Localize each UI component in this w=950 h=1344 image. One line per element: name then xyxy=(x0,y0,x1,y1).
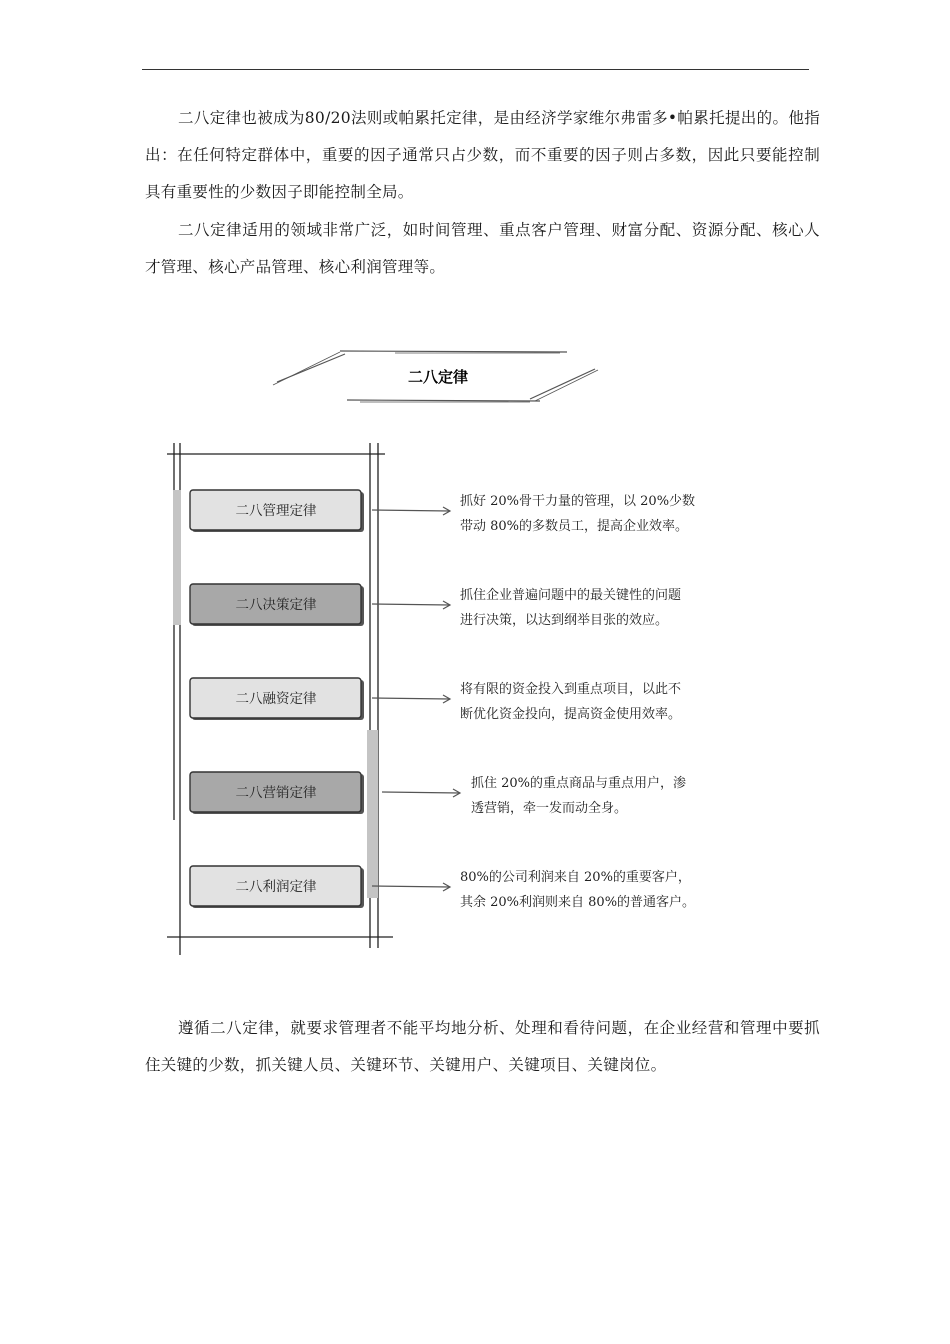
item-arrow xyxy=(382,792,460,793)
item-desc-line1: 抓住企业普遍问题中的最关键性的问题 xyxy=(460,588,682,603)
item-desc-line1: 抓好 20%骨干力量的管理，以 20%少数 xyxy=(460,494,696,509)
diagram-item xyxy=(190,772,686,816)
item-desc-line2: 带动 80%的多数员工，提高企业效率。 xyxy=(460,519,689,534)
item-label: 二八营销定律 xyxy=(235,785,317,801)
diagram-title: 二八定律 xyxy=(407,368,469,386)
item-arrow xyxy=(372,698,450,699)
diagram-items xyxy=(190,490,695,910)
diagram-item xyxy=(190,584,681,628)
item-arrow xyxy=(372,604,450,605)
paragraph-conclusion: 遵循二八定律，就要求管理者不能平均地分析、处理和看待问题，在企业经营和管理中要抓住关键的少数，抓关键人员、关键环节、关键用户、关键项目、关键岗位。 xyxy=(145,1019,820,1074)
item-label: 二八决策定律 xyxy=(235,597,317,613)
pareto-diagram xyxy=(0,330,950,970)
item-arrow xyxy=(372,510,450,511)
item-desc-line2: 断优化资金投向，提高资金使用效率。 xyxy=(460,707,682,722)
item-desc-line2: 进行决策，以达到纲举目张的效应。 xyxy=(460,613,669,628)
item-desc-line1: 80%的公司利润来自 20%的重要客户， xyxy=(460,870,691,885)
item-desc-line1: 抓住 20%的重点商品与重点用户，渗 xyxy=(471,776,687,791)
item-label: 二八融资定律 xyxy=(235,691,317,707)
diagram-item xyxy=(190,866,695,910)
header-rule xyxy=(142,69,809,70)
item-desc-line2: 透营销，牵一发而动全身。 xyxy=(471,801,628,816)
paragraph-intro: 二八定律也被成为80/20法则或帕累托定律，是由经济学家维尔弗雷多•帕累托提出的。他指出：在任何特定群体中，重要的因子通常只占少数，而不重要的因子则占多数，因此只要能控制具有重要性的少数因子即能控制全局。 xyxy=(145,109,820,201)
item-arrow xyxy=(372,886,450,887)
item-desc-line2: 其余 20%利润则来自 80%的普通客户。 xyxy=(460,895,696,910)
item-desc-line1: 将有限的资金投入到重点项目，以此不 xyxy=(460,682,682,697)
item-label: 二八利润定律 xyxy=(235,879,317,895)
shade-strip-left xyxy=(173,490,181,625)
item-label: 二八管理定律 xyxy=(235,503,317,519)
diagram-item xyxy=(190,678,681,722)
paragraph-scope: 二八定律适用的领域非常广泛，如时间管理、重点客户管理、财富分配、资源分配、核心人才管理、核心产品管理、核心利润管理等。 xyxy=(145,221,820,276)
diagram-item xyxy=(190,490,695,534)
shade-strip-right xyxy=(367,730,378,898)
